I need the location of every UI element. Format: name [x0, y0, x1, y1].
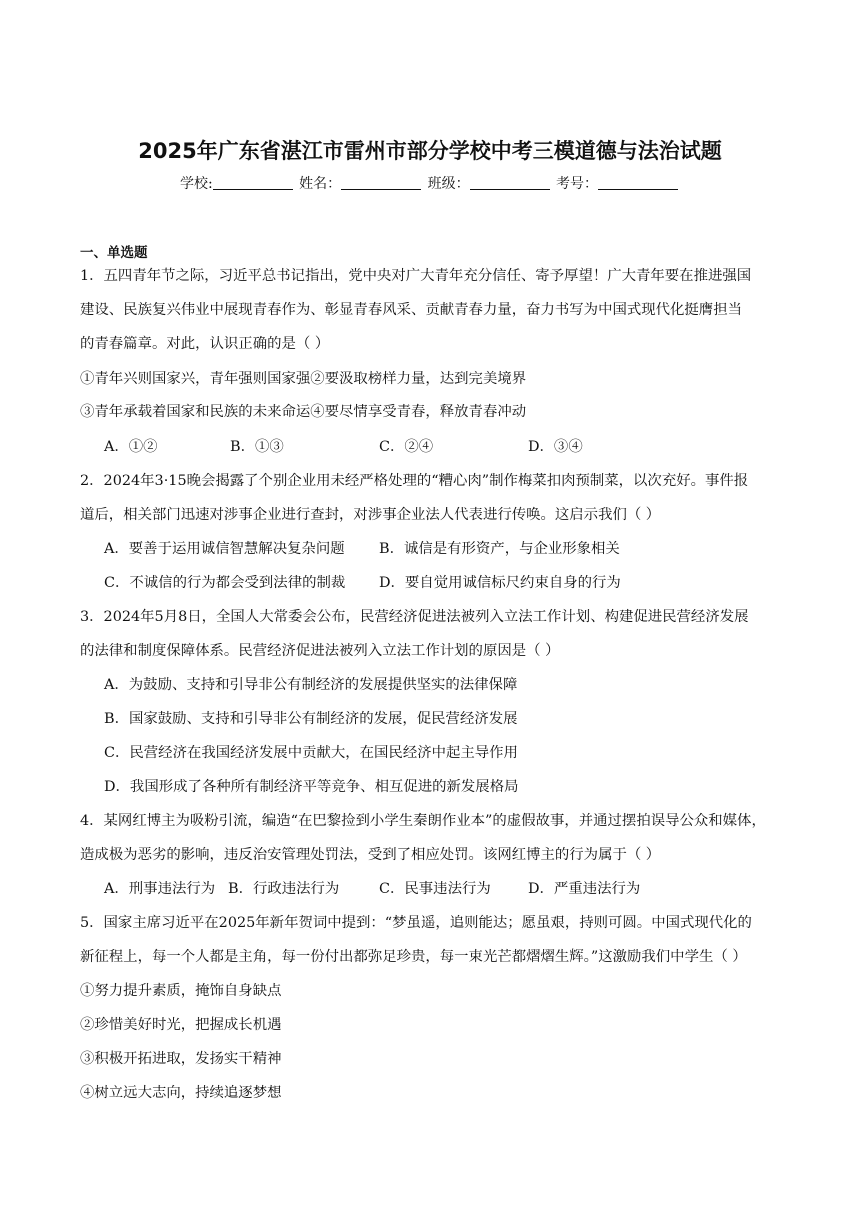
name-label: 姓名： [299, 176, 342, 192]
student-info-line [0, 174, 860, 194]
question-2-option-c[interactable]: C．不诚信的行为都会受到法律的制裁 [104, 575, 346, 591]
question-5-statement-1: ①努力提升素质，掩饰自身缺点 [80, 983, 282, 999]
question-4-option-c[interactable]: C．民事违法行为 [379, 881, 491, 897]
question-1-statement-1: ①青年兴则国家兴，青年强则国家强②要汲取榜样力量，达到完美境界 [80, 371, 527, 387]
question-2-option-b[interactable]: B．诚信是有形资产，与企业形象相关 [379, 541, 620, 557]
question-3-option-d[interactable]: D．我国形成了各种所有制经济平等竞争、相互促进的新发展格局 [104, 779, 519, 795]
name-blank[interactable] [341, 175, 421, 190]
question-1-option-d[interactable]: D．③④ [528, 439, 583, 455]
question-1-line-3: 的青春篇章。对此，认识正确的是（ ） [80, 336, 330, 352]
question-5-statement-2: ②珍惜美好时光，把握成长机遇 [80, 1017, 282, 1033]
section-heading: 一、单选题 [80, 245, 148, 261]
exam-title: 2025年广东省湛江市雷州市部分学校中考三模道德与法治试题 [138, 139, 722, 163]
question-2-line-2: 道后，相关部门迅速对涉事企业进行查封，对涉事企业法人代表进行传唤。这启示我们（ ） [80, 507, 661, 523]
question-4-option-a[interactable]: A．刑事违法行为 [104, 881, 216, 897]
question-4-option-b[interactable]: B．行政违法行为 [228, 881, 340, 897]
question-3-line-1: 3．2024年5月8日，全国人大常委会公布，民营经济促进法被列入立法工作计划、构建促进民营经济发展 [80, 609, 749, 625]
class-label: 班级： [427, 176, 470, 192]
exam-number-label: 考号： [556, 176, 599, 192]
question-4-option-d[interactable]: D．严重违法行为 [528, 881, 641, 897]
question-2-line-1: 2．2024年3·15晚会揭露了个别企业用未经严格处理的“糟心肉”制作梅菜扣肉预制菜，以次充好。事件报 [80, 473, 749, 489]
question-2-option-d[interactable]: D．要自觉用诚信标尺约束自身的行为 [379, 575, 621, 591]
question-5-line-2: 新征程上，每一个人都是主角，每一份付出都弥足珍贵，每一束光芒都熠熠生辉。”这激励我们中学生（ ） [80, 949, 747, 965]
question-5-statement-3: ③积极开拓进取，发扬实干精神 [80, 1051, 282, 1067]
question-5-statement-4: ④树立远大志向，持续追逐梦想 [80, 1085, 282, 1101]
class-blank[interactable] [470, 175, 550, 190]
exam-number-blank[interactable] [598, 175, 678, 190]
question-1-option-b[interactable]: B．①③ [230, 439, 284, 455]
question-4-line-1: 4．某网红博主为吸粉引流，编造“在巴黎捡到小学生秦朗作业本”的虚假故事，并通过摆拍误导公众和媒体， [80, 813, 766, 829]
question-1-line-2: 建设、民族复兴伟业中展现青春作为、彰显青春风采、贡献青春力量，奋力书写为中国式现代化挺膺担当 [80, 302, 742, 318]
school-label: 学校: [179, 176, 213, 192]
question-1-option-a[interactable]: A．①② [104, 439, 158, 455]
question-3-option-c[interactable]: C．民营经济在我国经济发展中贡献大，在国民经济中起主导作用 [104, 745, 518, 761]
question-3-option-b[interactable]: B．国家鼓励、支持和引导非公有制经济的发展，促民营经济发展 [104, 711, 518, 727]
question-1-option-c[interactable]: C．②④ [379, 439, 434, 455]
question-2-option-a[interactable]: A．要善于运用诚信智慧解决复杂问题 [104, 541, 345, 557]
question-1-statement-2: ③青年承载着国家和民族的未来命运④要尽情享受青春，释放青春冲动 [80, 404, 527, 420]
question-4-line-2: 造成极为恶劣的影响，违反治安管理处罚法，受到了相应处罚。该网红博主的行为属于（ ） [80, 847, 661, 863]
question-5-line-1: 5．国家主席习近平在2025年新年贺词中提到：“梦虽遥，追则能达；愿虽艰，持则可圆。中国式现代化的 [80, 915, 752, 931]
question-3-option-a[interactable]: A．为鼓励、支持和引导非公有制经济的发展提供坚实的法律保障 [104, 677, 518, 693]
question-3-line-2: 的法律和制度保障体系。民营经济促进法被列入立法工作计划的原因是（ ） [80, 643, 560, 659]
school-blank[interactable] [213, 175, 293, 190]
question-1-line-1: 1．五四青年节之际，习近平总书记指出，党中央对广大青年充分信任、寄予厚望！广大青年要在推进强国 [80, 268, 752, 284]
